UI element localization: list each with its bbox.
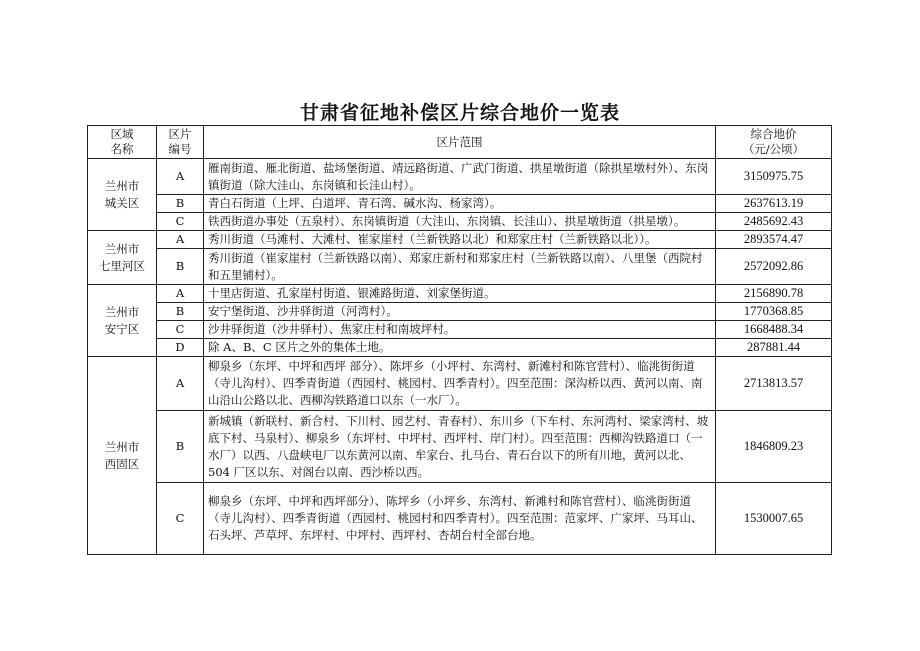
- table-row: [88, 339, 832, 357]
- header-code: 区片 编号: [157, 126, 204, 159]
- zone-scope: 沙井驿街道（沙井驿村）、焦家庄村和南坡坪村。: [204, 321, 716, 339]
- header-area: 区域 名称: [88, 126, 157, 159]
- zone-price: 2485692.43: [716, 213, 832, 231]
- table-row: [88, 321, 832, 339]
- zone-price: 1846809.23: [716, 411, 832, 483]
- zone-scope: 柳泉乡（东坪、中坪和西坪 部分）、陈坪乡（小坪村、东湾村、新滩村和陈官营村）、临洮街街道（寺儿沟村）、四季青街道（西园村、桃园村、四季青村）。四至范围：深沟桥以西、黄河以南、南山沿山公路以北、西柳沟铁路道口以东（一水厂）。: [204, 357, 716, 411]
- header-price: 综合地价 （元/公顷）: [716, 126, 832, 159]
- district-cell: 兰州市 西固区: [88, 357, 157, 555]
- zone-price: 1530007.65: [716, 483, 832, 555]
- zone-code: D: [157, 339, 204, 357]
- zone-scope: 秀川街道（马滩村、大滩村、崔家崖村（兰新铁路以北）和郑家庄村（兰新铁路以北））。: [204, 231, 716, 249]
- zone-code: A: [157, 357, 204, 411]
- zone-code: C: [157, 321, 204, 339]
- zone-price: 2713813.57: [716, 357, 832, 411]
- table-row: [88, 213, 832, 231]
- table-row: [88, 285, 832, 303]
- table-row: [88, 249, 832, 285]
- header-scope: 区片范围: [204, 126, 716, 159]
- zone-price: 2572092.86: [716, 249, 832, 285]
- zone-code: C: [157, 483, 204, 555]
- zone-scope: 秀川街道（崔家崖村（兰新铁路以南）、郑家庄新村和郑家庄村（兰新铁路以南）、八里堡（西院村和五里铺村）。: [204, 249, 716, 285]
- zone-code: B: [157, 303, 204, 321]
- table-row: [88, 231, 832, 249]
- zone-scope: 十里店街道、孔家崖村街道、银滩路街道、刘家堡街道。: [204, 285, 716, 303]
- table-row: [88, 357, 832, 411]
- table-row: [88, 195, 832, 213]
- district-cell: 兰州市 城关区: [88, 159, 157, 231]
- zone-price: 2637613.19: [716, 195, 832, 213]
- table-header-row: [88, 126, 832, 159]
- district-cell: 兰州市 七里河区: [88, 231, 157, 285]
- zone-code: B: [157, 195, 204, 213]
- zone-price: 2156890.78: [716, 285, 832, 303]
- zone-scope: 柳泉乡（东坪、中坪和西坪部分）、陈坪乡（小坪乡、东湾村、新滩村和陈官营村）、临洮街街道（寺儿沟村）、四季青街道（西园村、桃园村和四季青村）。四至范围：范家坪、广家坪、马耳山、石头坪、芦草坪、东坪村、中坪村、西坪村、杏胡台村全部台地。: [204, 483, 716, 555]
- zone-scope: 新城镇（新联村、新合村、下川村、园艺村、青春村）、东川乡（下车村、东河湾村、梁家湾村、坡底下村、马泉村）、柳泉乡（东坪村、中坪村、西坪村、岸门村）。四至范围：西柳沟铁路道口（一水厂）以西、八盘峡电厂以东黄河以南、牟家台、扎马台、青石台以下的所有川地，黄河以北、504 厂区以东、对阁台以南、西沙桥以西。: [204, 411, 716, 483]
- table-row: [88, 411, 832, 483]
- zone-price: 1668488.34: [716, 321, 832, 339]
- zone-scope: 安宁堡街道、沙井驿街道（河湾村）。: [204, 303, 716, 321]
- zone-scope: 雁南街道、雁北街道、盐场堡街道、靖远路街道、广武门街道、拱星墩街道（除拱星墩村外）、东岗镇街道（除大洼山、东岗镇和长洼山村）。: [204, 159, 716, 195]
- document-title: 甘肃省征地补偿区片综合地价一览表: [299, 102, 620, 124]
- zone-code: A: [157, 231, 204, 249]
- zone-price: 1770368.85: [716, 303, 832, 321]
- table-row: [88, 483, 832, 555]
- land-price-table: [87, 125, 832, 555]
- zone-scope: 除 A、B、C 区片之外的集体土地。: [204, 339, 716, 357]
- zone-price: 2893574.47: [716, 231, 832, 249]
- zone-code: B: [157, 249, 204, 285]
- zone-price: 287881.44: [716, 339, 832, 357]
- zone-code: B: [157, 411, 204, 483]
- table-row: [88, 159, 832, 195]
- zone-price: 3150975.75: [716, 159, 832, 195]
- table-row: [88, 303, 832, 321]
- district-cell: 兰州市 安宁区: [88, 285, 157, 357]
- zone-code: A: [157, 285, 204, 303]
- zone-scope: 青白石街道（上坪、白道坪、青石湾、碱水沟、杨家湾）。: [204, 195, 716, 213]
- zone-scope: 铁西街道办事处（五泉村）、东岗镇街道（大洼山、东岗镇、长洼山）、拱星墩街道（拱星墩）。: [204, 213, 716, 231]
- zone-code: C: [157, 213, 204, 231]
- zone-code: A: [157, 159, 204, 195]
